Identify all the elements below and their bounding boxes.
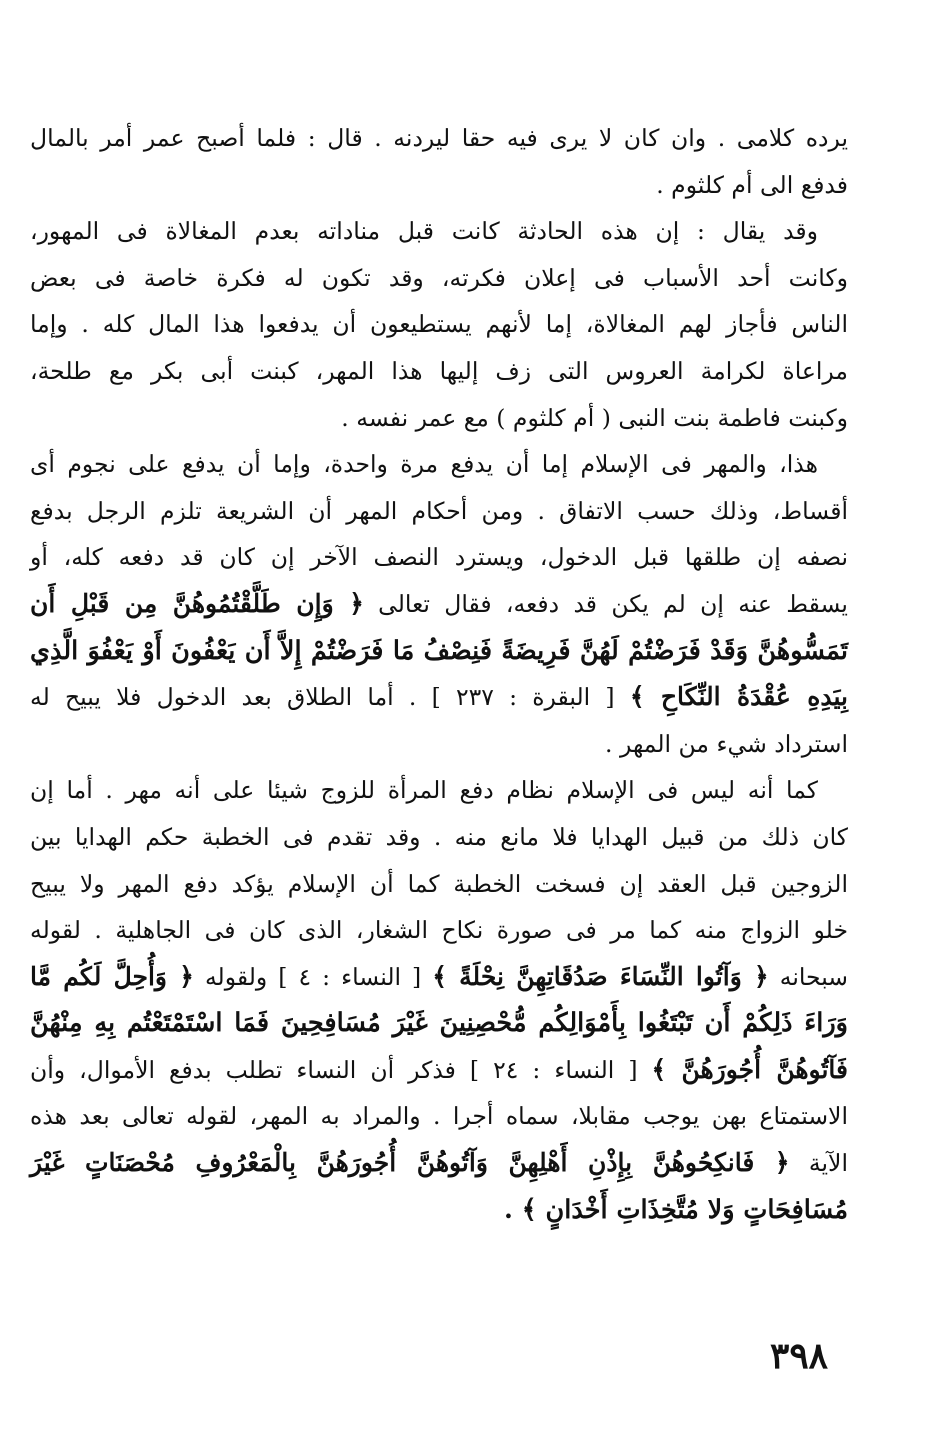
quran-verse: ﴿ وَآتُوا النِّسَاءَ صَدُقَاتِهِنَّ نِحْلَةً ﴾: [432, 961, 769, 991]
text-line: [30, 581, 848, 628]
text-line: [30, 954, 848, 1001]
quran-verse: فَآتُوهُنَّ أُجُورَهُنَّ ﴾: [651, 1054, 848, 1084]
text-line: [30, 674, 848, 721]
quran-verse: ﴿ وَأُحِلَّ لَكُم مَّا: [30, 961, 194, 991]
text-line: الزوجين قبل العقد إن فسخت الخطبة كما أن الإسلام يؤكد دفع المهر ولا يبيح: [30, 869, 848, 898]
text-segment: يسقط عنه إن لم يكن قد دفعه، فقال تعالى: [378, 589, 848, 618]
text-line: كان ذلك من قبيل الهدايا فلا مانع منه . وقد تقدم فى الخطبة حكم الهدايا بين: [30, 822, 848, 851]
text-line: وكبنت فاطمة بنت النبى ( أم كلثوم ) مع عمر نفسه .: [341, 403, 848, 432]
text-segment: [ النساء : ٤ ] ولقوله: [204, 962, 422, 991]
quran-verse: ﴿ فَانكِحُوهُنَّ بِإِذْنِ أَهْلِهِنَّ وَآتُوهُنَّ أُجُورَهُنَّ بِالْمَعْرُوفِ مُحْصَنَاتٍ غَيْرَ: [30, 1148, 790, 1178]
text-line: [30, 1047, 848, 1094]
body-text: [30, 115, 848, 1233]
text-segment: الآية: [808, 1149, 848, 1178]
quran-verse: بِيَدِهِ عُقْدَةُ النِّكَاحِ ﴾: [629, 682, 848, 712]
text-line: مراعاة لكرامة العروس التى زف إليها هذا المهر، كبنت أبى بكر مع طلحة،: [30, 356, 848, 385]
text-line: وقد يقال : إن هذه الحادثة كانت قبل مناداته بعدم المغالاة فى المهور،: [30, 217, 818, 246]
text-segment: [ النساء : ٢٤ ] فذكر أن النساء تطلب بدفع الأموال، وأن: [30, 1055, 638, 1084]
quran-verse-line: وَرَاءَ ذَلِكُمْ أَن تَبْتَغُوا بِأَمْوَالِكُم مُّحْصِنِينَ غَيْرَ مُسَافِحِينَ فَمَا اسْتَمْتَعْتُم بِهِ مِنْهُنَّ: [30, 1008, 848, 1039]
text-line: استرداد شيء من المهر .: [605, 729, 848, 758]
text-line: الناس فأجاز لهم المغالاة، إما لأنهم يستطيعون أن يدفعوا هذا المال كله . وإما: [30, 310, 848, 339]
text-line: نصفه إن طلقها قبل الدخول، ويسترد النصف الآخر إن كان قد دفعه كله، أو: [30, 543, 848, 572]
quran-verse: ﴿ وَإِن طَلَّقْتُمُوهُنَّ مِن قَبْلِ أَن: [30, 588, 364, 618]
text-line: وكانت أحد الأسباب فى إعلان فكرته، وقد تكون له فكرة خاصة فى بعض: [30, 263, 848, 292]
text-segment: [ البقرة : ٢٣٧ ] . أما الطلاق بعد الدخول فلا يبيح له: [30, 683, 615, 712]
text-line: أقساط، وذلك حسب الاتفاق . ومن أحكام المهر أن الشريعة تلزم الرجل بدفع: [30, 496, 848, 525]
quran-verse-line: تَمَسُّوهُنَّ وَقَدْ فَرَضْتُمْ لَهُنَّ فَرِيضَةً فَنِصْفُ مَا فَرَضْتُمْ إِلاَّ أَن يَعْفُونَ أَوْ يَعْفُوَ الَّذِي: [30, 635, 848, 666]
quran-verse-line: مُسَافِحَاتٍ وَلا مُتَّخِذَاتِ أَخْدَانٍ ﴾ .: [503, 1194, 848, 1225]
text-line: [30, 1140, 848, 1187]
page-number: ٣٩٨: [769, 1335, 828, 1377]
text-line: خلو الزواج منه كما مر فى صورة نكاح الشغار، الذى كان فى الجاهلية . لقوله: [30, 916, 848, 945]
text-line: الاستمتاع بهن يوجب مقابلا، سماه أجرا . والمراد به المهر، لقوله تعالى بعد هذه: [30, 1102, 848, 1131]
text-line: فدفع الى أم كلثوم .: [656, 170, 848, 199]
text-line: كما أنه ليس فى الإسلام نظام دفع المرأة للزوج شيئا على أنه مهر . أما إن: [30, 776, 818, 805]
text-segment: سبحانه: [779, 962, 848, 991]
text-line: هذا، والمهر فى الإسلام إما أن يدفع مرة واحدة، وإما أن يدفع على نجوم أى: [30, 450, 818, 479]
text-line: يرده كلامى . وان كان لا يرى فيه حقا ليردنه . قال : فلما أصبح عمر أمر بالمال: [30, 124, 848, 152]
